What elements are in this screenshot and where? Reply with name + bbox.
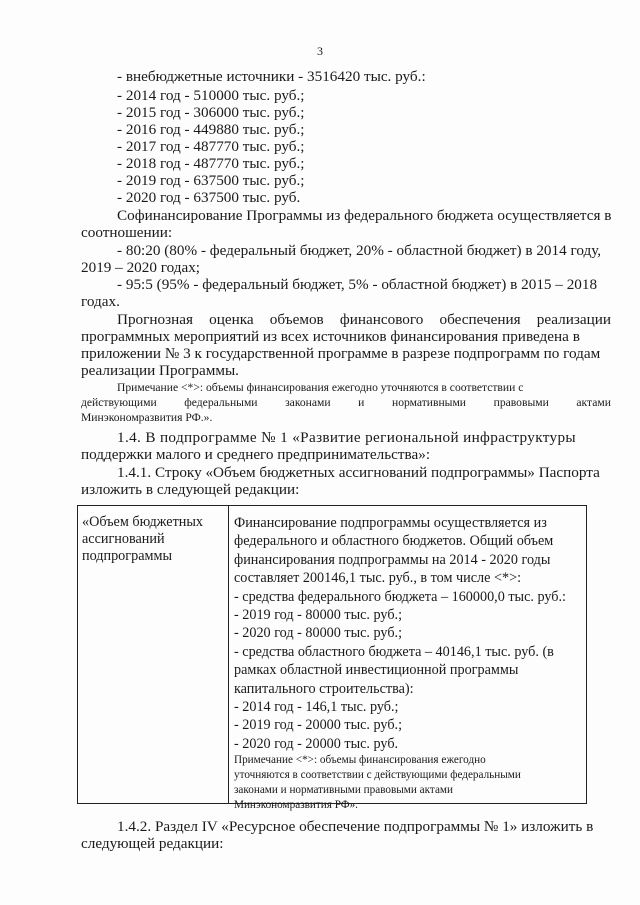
ratio-80-20-line-2: 2019 – 2020 годах; <box>81 259 201 276</box>
forecast-line-4: реализации Программы. <box>81 362 239 379</box>
note-line-3: Минэкономразвития РФ.». <box>81 411 213 424</box>
table-left-cell <box>82 514 226 565</box>
funding-year-2017: - 2017 год - 487770 тыс. руб.; <box>117 138 305 155</box>
right-cell-line: Финансирование подпрограммы осуществляется из <box>234 515 547 531</box>
right-cell-line: - 2020 год - 80000 тыс. руб.; <box>234 625 403 642</box>
right-cell-line: - 2019 год - 80000 тыс. руб.; <box>234 607 403 624</box>
forecast-line-2: программных мероприятий из всех источников финансирования приведена в <box>81 328 580 345</box>
budget-allocation-table <box>77 505 587 812</box>
right-cell-line: - средства федерального бюджета – 160000,0 тыс. руб.: <box>234 588 566 605</box>
section-1-4-line-1: 1.4. В подпрограмме № 1 «Развитие региональной инфраструктуры <box>117 429 576 446</box>
ratio-80-20-line-1: - 80:20 (80% - федеральный бюджет, 20% - областной бюджет) в 2014 году, <box>117 242 602 259</box>
table-note-line: Минэкономразвития РФ». <box>234 799 358 812</box>
left-cell-line: ассигнований <box>82 531 165 547</box>
funding-year-2014: - 2014 год - 510000 тыс. руб.; <box>117 87 305 104</box>
ratio-95-5-line-1: - 95:5 (95% - федеральный бюджет, 5% - областной бюджет) в 2015 – 2018 <box>117 276 598 293</box>
table-right-cell <box>234 514 584 813</box>
right-cell-line: - 2019 год - 20000 тыс. руб.; <box>234 717 403 734</box>
right-cell-line: федерального и областного бюджетов. Общий объем <box>234 533 554 550</box>
forecast-line-3: приложении № 3 к государственной программе в разрезе подпрограмм по годам <box>81 345 601 362</box>
right-cell-line: рамках областной инвестиционной программы <box>234 662 519 679</box>
left-cell-line: подпрограммы <box>82 548 172 564</box>
note-line-1: Примечание <*>: объемы финансирования ежегодно уточняются в соответствии с <box>117 381 524 394</box>
section-1-4-1-line-1: 1.4.1. Строку «Объем бюджетных ассигнований подпрограммы» Паспорта <box>117 464 600 481</box>
funding-year-2015: - 2015 год - 306000 тыс. руб.; <box>117 104 305 121</box>
funding-year-2020: - 2020 год - 637500 тыс. руб. <box>117 189 301 206</box>
extrabudget-line: - внебюджетные источники - 3516420 тыс. руб.: <box>117 68 426 85</box>
ratio-95-5-line-2: годах. <box>81 293 120 310</box>
right-cell-line: - 2020 год - 20000 тыс. руб. <box>234 735 399 752</box>
right-cell-line: финансирования подпрограммы на 2014 - 2020 годы <box>234 551 551 568</box>
section-1-4-line-2: поддержки малого и среднего предпринимательства»: <box>81 446 431 463</box>
page-number: 3 <box>317 44 323 58</box>
section-1-4-2-line-2: следующей редакции: <box>81 835 224 852</box>
section-1-4-2-line-1: 1.4.2. Раздел IV «Ресурсное обеспечение подпрограммы № 1» изложить в <box>117 818 594 835</box>
cofinancing-line-1: Софинансирование Программы из федерального бюджета осуществляется в <box>117 207 612 224</box>
right-cell-line: - 2014 год - 146,1 тыс. руб.; <box>234 699 399 716</box>
table-note-line: уточняются в соответствии с действующими федеральными <box>234 769 521 782</box>
section-1-4-1-line-2: изложить в следующей редакции: <box>81 481 300 498</box>
funding-year-2016: - 2016 год - 449880 тыс. руб.; <box>117 121 305 138</box>
table-note-line: Примечание <*>: объемы финансирования ежегодно <box>234 754 486 767</box>
table-note-line: законами и нормативными правовыми актами <box>234 784 453 797</box>
left-cell-line: «Объем бюджетных <box>82 514 204 530</box>
right-cell-line: капитального строительства): <box>234 680 414 697</box>
cofinancing-line-2: соотношении: <box>81 224 173 241</box>
right-cell-line: - средства областного бюджета – 40146,1 тыс. руб. (в <box>234 643 554 660</box>
right-cell-line: составляет 200146,1 тыс. руб., в том числе <*>: <box>234 570 522 587</box>
table-column-divider <box>228 506 229 803</box>
funding-year-2018: - 2018 год - 487770 тыс. руб.; <box>117 155 305 172</box>
note-line-2: действующими федеральными законами и нормативными правовыми актами <box>81 396 611 409</box>
funding-year-2019: - 2019 год - 637500 тыс. руб.; <box>117 172 305 189</box>
forecast-line-1: Прогнозная оценка объемов финансового обеспечения реализации <box>117 311 611 328</box>
